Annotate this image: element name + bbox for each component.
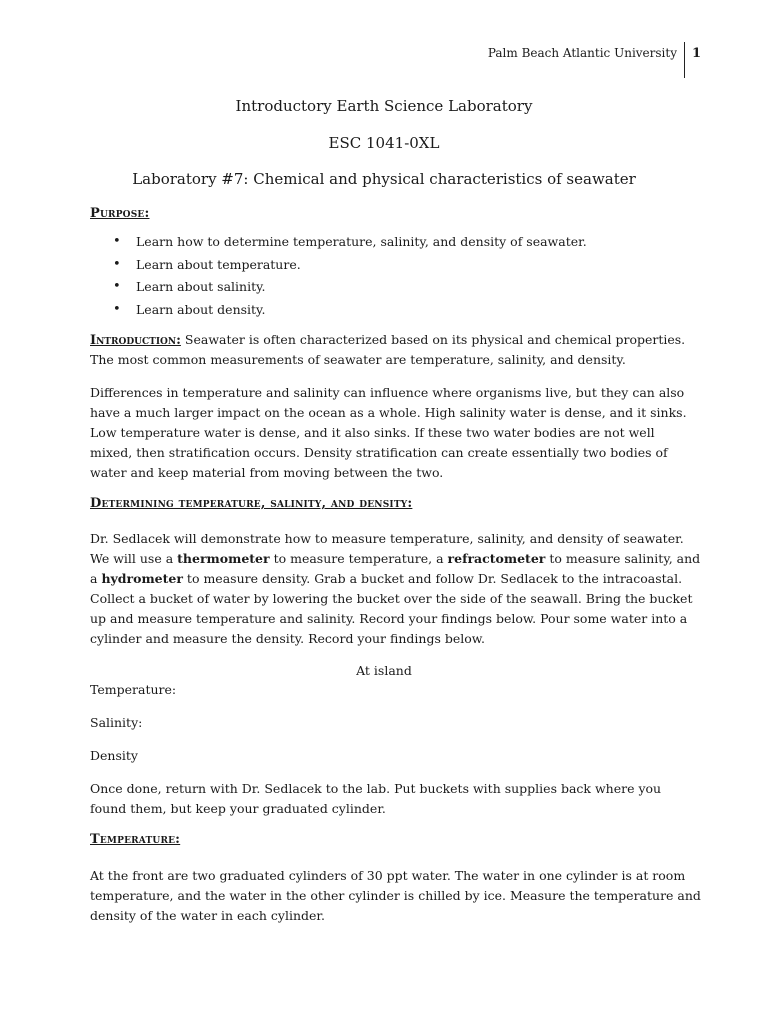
introduction-paragraph (90, 330, 690, 370)
temperature-paragraph (90, 866, 701, 926)
hydrometer-term: hydrometer (101, 571, 183, 586)
salinity-field-label: Salinity: (90, 715, 143, 730)
paragraph-line: At the front are two graduated cylinders of 30 ppt water. The water in one cylinder is at room (90, 868, 686, 883)
introduction-heading: Introduction: (90, 333, 181, 348)
intro-line: The most common measurements of seawater are temperature, salinity, and density. (90, 352, 626, 367)
refractometer-term: refractometer (447, 551, 546, 566)
paragraph-line: up and measure temperature and salinity. Record your findings below. Pour some water into a (90, 611, 688, 626)
paragraph-line: have a much larger impact on the ocean as a whole. High salinity water is dense, and it sinks. (90, 405, 687, 420)
determining-heading: Determining temperature, salinity, and density: (90, 496, 413, 511)
paragraph-line: temperature, and the water in the other cylinder is chilled by ice. Measure the temperature and (90, 888, 701, 903)
paragraph-line: Once done, return with Dr. Sedlacek to the lab. Put buckets with supplies back where you (90, 781, 662, 796)
once-done-paragraph (90, 779, 690, 819)
course-code: ESC 1041-0XL (328, 134, 440, 152)
paragraph-line: Differences in temperature and salinity can influence where organisms live, but they can also (90, 385, 685, 400)
text-run: to measure temperature, a (269, 551, 448, 566)
paragraph-line: density of the water in each cylinder. (90, 908, 325, 923)
paragraph-line (90, 549, 701, 569)
paragraph-line: Low temperature water is dense, and it also sinks. If these two water bodies are not well (90, 425, 655, 440)
density-field-label: Density (90, 748, 138, 763)
text-run: to measure salinity, and (545, 551, 701, 566)
purpose-item: • Learn about salinity. (110, 276, 587, 299)
paragraph-line: Dr. Sedlacek will demonstrate how to measure temperature, salinity, and density of seawater. (90, 531, 684, 546)
course-title: Introductory Earth Science Laboratory (235, 97, 533, 115)
purpose-item: • Learn how to determine temperature, salinity, and density of seawater. (110, 231, 587, 254)
paragraph-line (90, 569, 690, 589)
paragraph-line: cylinder and measure the density. Record your findings below. (90, 631, 485, 646)
paragraph-line: Collect a bucket of water by lowering the bucket over the side of the seawall. Bring the bucket (90, 591, 693, 606)
temperature-heading: Temperature: (90, 832, 181, 847)
temperature-field-label: Temperature: (90, 682, 177, 697)
intro-text: Seawater is often characterized based on its physical and chemical properties. (184, 332, 686, 347)
location-label: At island (356, 663, 412, 678)
purpose-item: • Learn about temperature. (110, 254, 587, 277)
thermometer-term: thermometer (177, 551, 270, 566)
determining-paragraph (90, 529, 701, 649)
intro-line (90, 330, 690, 350)
paragraph-line: water and keep material from moving between the two. (90, 465, 444, 480)
text-run: We will use a (90, 551, 178, 566)
page-number: 1 (692, 46, 702, 61)
header-divider (684, 42, 685, 78)
purpose-heading: Purpose: (90, 206, 150, 221)
text-run: a (90, 571, 102, 586)
text-run: to measure density. Grab a bucket and follow Dr. Sedlacek to the intracoastal. (182, 571, 683, 586)
differences-paragraph (90, 383, 690, 483)
lab-title: Laboratory #7: Chemical and physical characteristics of seawater (132, 170, 636, 188)
purpose-item: • Learn about density. (110, 299, 587, 322)
paragraph-line: mixed, then stratification occurs. Density stratification can create essentially two bodies of (90, 445, 668, 460)
paragraph-line: found them, but keep your graduated cylinder. (90, 801, 386, 816)
purpose-list (110, 231, 587, 321)
header-institution: Palm Beach Atlantic University (487, 46, 677, 60)
